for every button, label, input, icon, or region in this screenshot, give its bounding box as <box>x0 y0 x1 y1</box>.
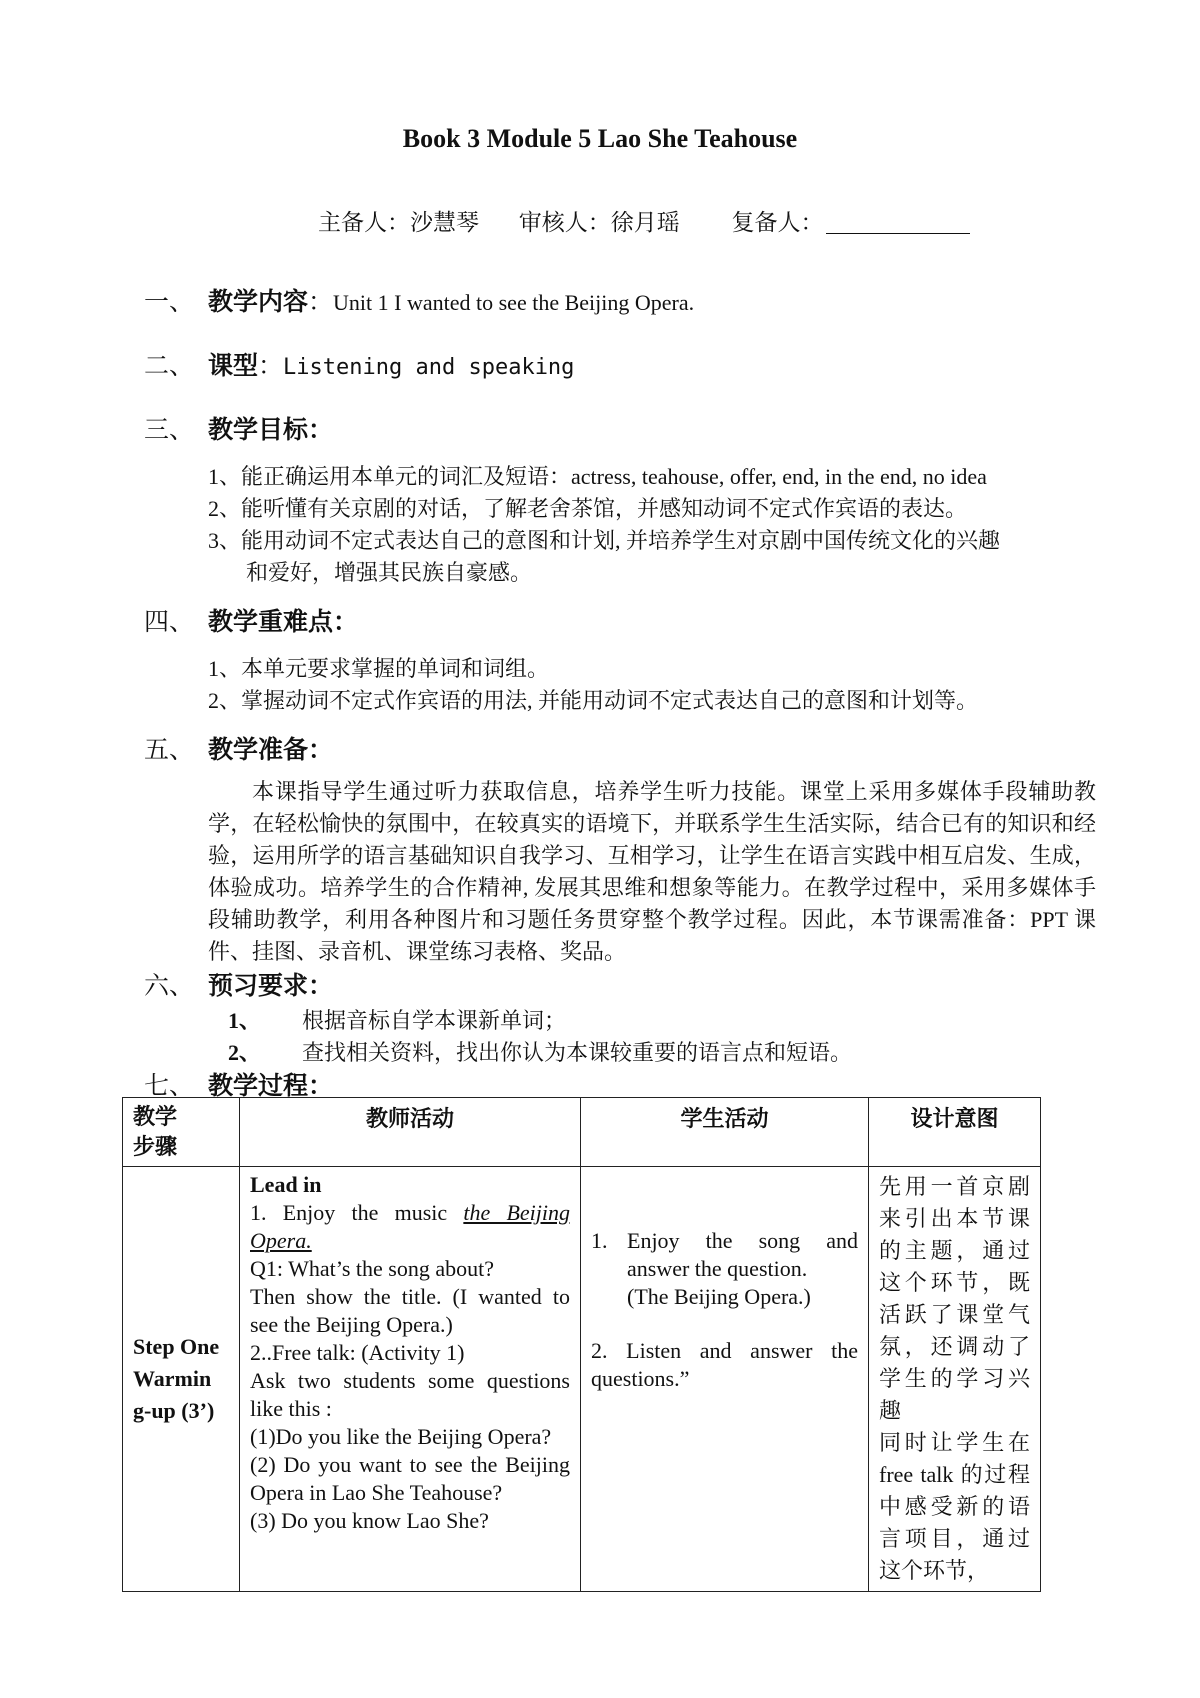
section-preview-requirements <box>144 966 333 1002</box>
preview-item-number: 1、 <box>228 1008 262 1033</box>
teacher-activity-cell <box>240 1167 581 1592</box>
main-author-name: 沙慧琴 <box>410 210 479 235</box>
lead-in-heading: Lead in <box>250 1172 322 1197</box>
student-item-number: 1. <box>591 1228 608 1253</box>
section-number: 三、 <box>144 417 195 444</box>
teacher-line: 2..Free talk: (Activity 1) <box>250 1340 465 1365</box>
section-label: 教学目标： <box>208 417 334 444</box>
goal-item: 3、能用动词不定式表达自己的意图和计划, 并培养学生对京剧中国传统文化的兴趣 <box>208 528 1001 553</box>
reviewer-name: 徐月瑶 <box>610 210 680 235</box>
section-label: 教学内容 <box>208 289 309 316</box>
design-text: 先用一首京剧来引出本节课的主题，通过这个环节，既活跃了课堂气氛，还调动了学生的学习兴趣 <box>879 1174 1030 1423</box>
section-label: 教学准备： <box>208 737 334 764</box>
teacher-line: Then show the title. (I wanted to see the Beijing Opera.) <box>250 1284 570 1337</box>
section-colon: ： <box>308 289 334 316</box>
music-title: the Beijing Opera. <box>250 1200 570 1253</box>
section-preparation <box>144 730 333 766</box>
co-author-blank <box>826 211 970 234</box>
document-title: Book 3 Module 5 Lao She Teahouse <box>402 124 798 153</box>
teacher-text: 1. Enjoy the music <box>250 1200 464 1225</box>
header-step-line: 步骤 <box>133 1134 178 1159</box>
preview-item-text: 根据音标自学本课新单词； <box>302 1008 567 1033</box>
section-number: 七、 <box>144 1073 195 1100</box>
goal-item: 1、能正确运用本单元的词汇及短语：actress, teahouse, offer, end, in the end, no idea <box>208 464 987 489</box>
teacher-line <box>250 1199 570 1255</box>
goal-item-continued: 和爱好，增强其民族自豪感。 <box>246 560 533 585</box>
table-header-row <box>123 1098 1041 1167</box>
section-number: 二、 <box>144 353 195 380</box>
section-label: 预习要求： <box>208 973 334 1000</box>
design-intent-cell <box>869 1167 1041 1592</box>
key-point-item: 1、本单元要求掌握的单词和词组。 <box>208 656 550 681</box>
reviewer-label: 审核人： <box>518 210 611 235</box>
preview-item-number: 2、 <box>228 1040 262 1065</box>
student-item: 2. Listen and answer the questions.” <box>591 1338 858 1391</box>
design-text: 同时让学生在free talk 的过程中感受新的语言项目，通过这个环节， <box>879 1430 1030 1583</box>
preview-item-text: 查找相关资料，找出你认为本课较重要的语言点和短语。 <box>302 1040 853 1065</box>
teaching-process-table <box>122 1097 1041 1592</box>
header-student-activity: 学生活动 <box>581 1098 869 1167</box>
header-step-line: 教学 <box>133 1104 178 1129</box>
section-key-points <box>144 602 358 638</box>
student-item-text: Enjoy the song and answer the question. <box>627 1228 858 1281</box>
section-number: 四、 <box>144 609 195 636</box>
section-value: Listening and speaking <box>283 355 575 380</box>
header-step <box>123 1098 240 1167</box>
preview-item <box>228 1036 852 1067</box>
teacher-line: (2) Do you want to see the Beijing Opera in Lao She Teahouse? <box>250 1452 570 1505</box>
student-activity-cell <box>581 1167 869 1592</box>
preparation-paragraph: 本课指导学生通过听力获取信息，培养学生听力技能。课堂上采用多媒体手段辅助教学，在轻松愉快的氛围中，在较真实的语境下，并联系学生生活实际，结合已有的知识和经验，运用所学的语言基础知识自我学习、互相学习，让学生在语言实践中相互启发、生成，体验成功。培养学生的合作精神, 发展其思维和想象等能力。在教学过程中，采用多媒体手段辅助教学，利用各种图片和习题任务贯穿整个教学过程。因此，本节课需准备：PPT 课件、挂图、录音机、课堂练习表格、奖品。 <box>208 779 1096 964</box>
section-label: 教学重难点： <box>208 609 359 636</box>
section-lesson-type <box>144 346 574 382</box>
student-item <box>591 1227 858 1283</box>
section-number: 六、 <box>144 973 195 1000</box>
section-number: 五、 <box>144 737 195 764</box>
teacher-line: (1)Do you like the Beijing Opera? <box>250 1424 552 1449</box>
section-value: Unit 1 I wanted to see the Beijing Opera. <box>333 290 695 315</box>
section-label: 教学过程： <box>208 1073 334 1100</box>
teacher-line: Ask two students some questions like this : <box>250 1368 570 1421</box>
section-teaching-content <box>144 282 694 318</box>
header-design-intent: 设计意图 <box>869 1098 1041 1167</box>
student-item-answer: (The Beijing Opera.) <box>627 1284 811 1309</box>
co-author-label: 复备人： <box>731 210 824 235</box>
teacher-line: (3) Do you know Lao She? <box>250 1508 489 1533</box>
goal-item: 2、能听懂有关京剧的对话，了解老舍茶馆，并感知动词不定式作宾语的表达。 <box>208 496 968 521</box>
section-colon: ： <box>258 353 284 380</box>
section-number: 一、 <box>144 289 195 316</box>
step-line: Warmin <box>133 1366 212 1391</box>
header-teacher-activity: 教师活动 <box>240 1098 581 1167</box>
key-point-item: 2、掌握动词不定式作宾语的用法, 并能用动词不定式表达自己的意图和计划等。 <box>208 688 979 713</box>
step-line: g-up (3’) <box>133 1398 215 1423</box>
main-author-label: 主备人： <box>318 210 410 235</box>
section-label: 课型 <box>208 353 259 380</box>
step-line: Step One <box>133 1334 220 1359</box>
preview-item <box>228 1004 566 1035</box>
teacher-line: Q1: What’s the song about? <box>250 1256 494 1281</box>
author-line <box>318 204 970 237</box>
step-cell <box>123 1167 240 1592</box>
table-row <box>123 1167 1041 1592</box>
section-teaching-goals <box>144 410 333 446</box>
